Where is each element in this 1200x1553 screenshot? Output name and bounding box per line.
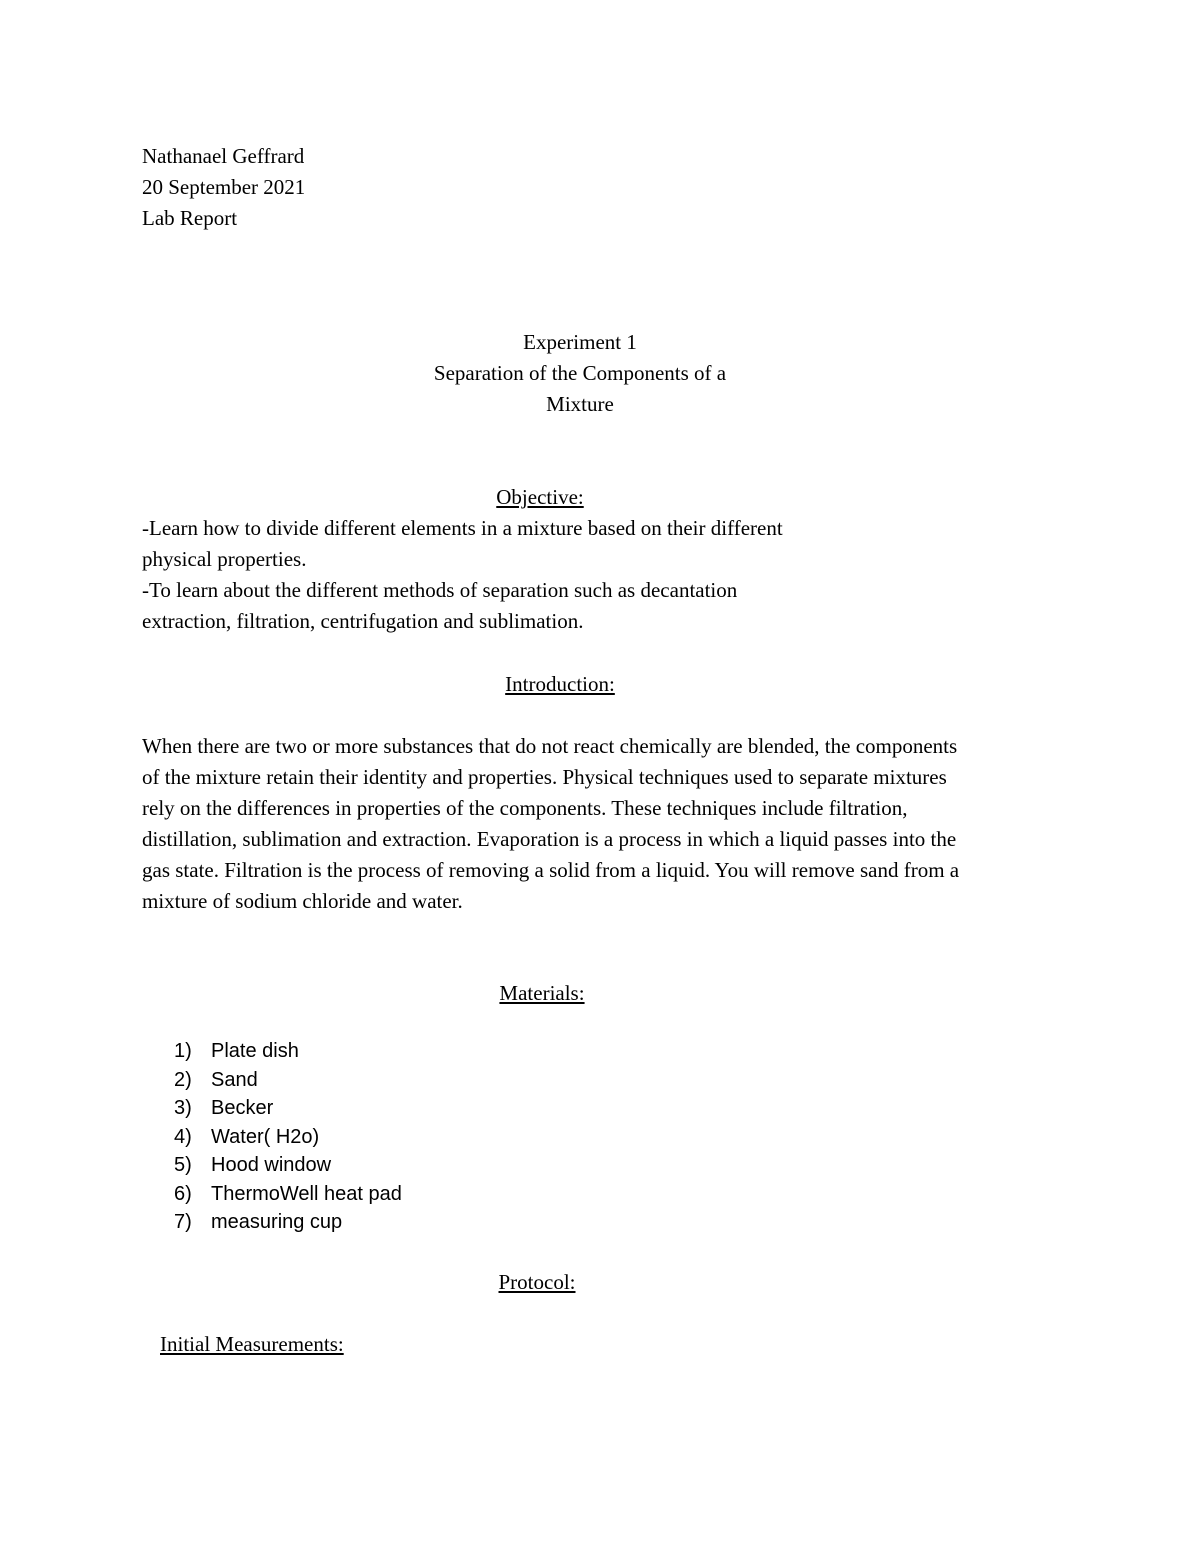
objective-line: -To learn about the different methods of separation such as decantation bbox=[142, 578, 738, 602]
document-title bbox=[0, 327, 1160, 420]
list-item: 3) Becker bbox=[174, 1097, 274, 1119]
introduction-line: gas state. Filtration is the process of removing a solid from a liquid. You will remove sand from a bbox=[142, 858, 960, 882]
introduction-line: distillation, sublimation and extraction. Evaporation is a process in which a liquid passes into the bbox=[142, 827, 957, 851]
document-header bbox=[142, 141, 305, 234]
introduction-line: mixture of sodium chloride and water. bbox=[142, 889, 463, 913]
materials-heading: Materials: bbox=[499, 981, 585, 1005]
title-line-1: Experiment 1 bbox=[523, 330, 637, 354]
introduction-text bbox=[142, 731, 1072, 917]
document-type: Lab Report bbox=[142, 206, 238, 230]
initial-measurements-heading: Initial Measurements: bbox=[160, 1332, 344, 1356]
objective-line: -Learn how to divide different elements in a mixture based on their different bbox=[142, 516, 783, 540]
list-item: 5) Hood window bbox=[174, 1154, 332, 1176]
title-line-2: Separation of the Components of a bbox=[433, 361, 727, 385]
objective-line: physical properties. bbox=[142, 547, 307, 571]
title-line-3: Mixture bbox=[546, 392, 614, 416]
introduction-line: When there are two or more substances that do not react chemically are blended, the components bbox=[142, 734, 958, 758]
introduction-line: of the mixture retain their identity and properties. Physical techniques used to separate mixtures bbox=[142, 765, 947, 789]
list-item: 1) Plate dish bbox=[174, 1040, 299, 1062]
protocol-heading: Protocol: bbox=[498, 1270, 576, 1294]
list-item: 4) Water( H2o) bbox=[174, 1125, 320, 1148]
author-name: Nathanael Geffrard bbox=[142, 144, 305, 168]
objective-line: extraction, filtration, centrifugation and sublimation. bbox=[142, 609, 584, 633]
list-item: 7) measuring cup bbox=[174, 1211, 343, 1233]
materials-list bbox=[174, 1037, 402, 1237]
objective-heading: Objective: bbox=[496, 485, 584, 509]
objective-text bbox=[142, 513, 1072, 637]
introduction-line: rely on the differences in properties of the components. These techniques include filtration, bbox=[142, 796, 908, 820]
list-item: 2) Sand bbox=[174, 1068, 258, 1091]
introduction-heading: Introduction: bbox=[505, 672, 615, 696]
report-date: 20 September 2021 bbox=[142, 175, 306, 199]
list-item: 6) ThermoWell heat pad bbox=[174, 1182, 402, 1205]
